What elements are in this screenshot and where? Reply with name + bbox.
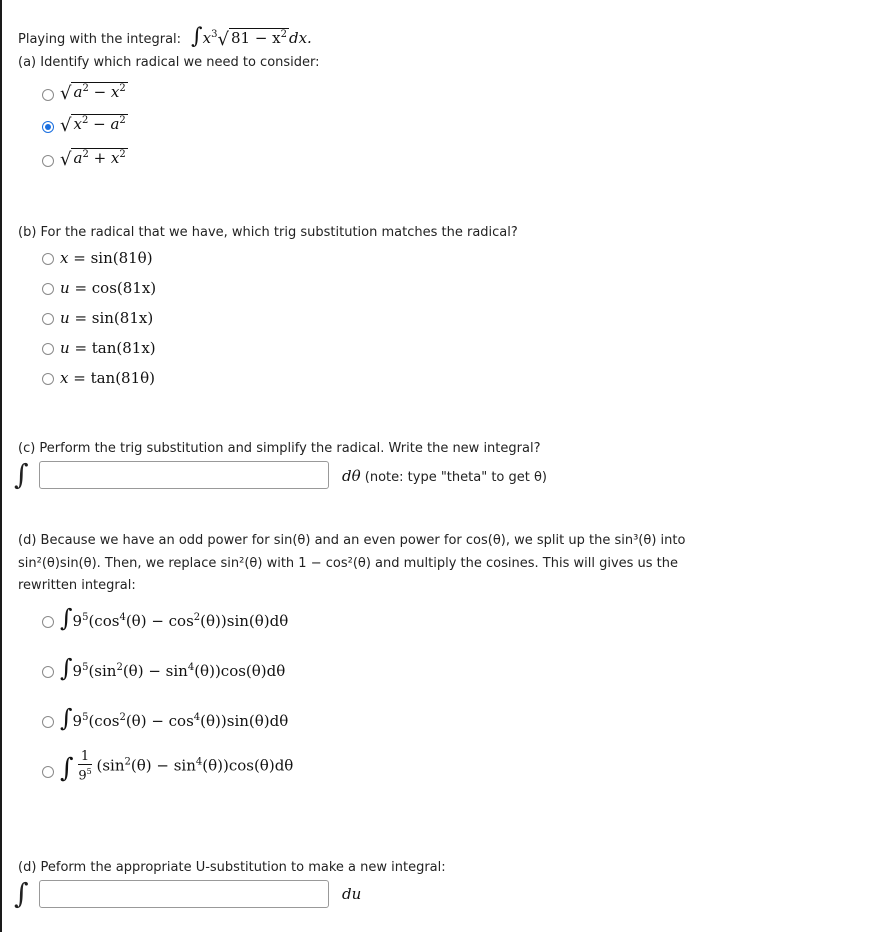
part-d-option-2-radio[interactable]	[42, 666, 54, 678]
part-b-option-2-radio[interactable]	[42, 283, 54, 295]
part-d-line-2: sin²(θ)sin(θ). Then, we replace sin²(θ) with 1 − cos²(θ) and multiply the cosines. This will gives us the	[18, 556, 679, 571]
part-b-option-5-radio[interactable]	[42, 373, 54, 385]
part-d-option-1: $\int 9^5(\cos^4(\theta) - \cos^2(\theta))\sin(\theta)d\theta$	[60, 604, 289, 632]
part-c-note: (note: type "theta" to get θ)	[364, 470, 548, 485]
d-theta-label: dθ	[342, 467, 361, 485]
part-e-question: (d) Peform the appropriate U-substitution to make a new integral:	[18, 860, 446, 875]
part-a-option-1-radio[interactable]	[42, 89, 54, 101]
part-a-option-3-radio[interactable]	[42, 155, 54, 167]
part-b-option-1: x = sin(81θ)	[60, 249, 153, 267]
intro-text: Playing with the integral:	[18, 32, 182, 47]
part-c-answer-input[interactable]	[39, 461, 329, 489]
part-b-question: (b) For the radical that we have, which trig substitution matches the radical?	[18, 225, 518, 240]
part-b-option-4-radio[interactable]	[42, 343, 54, 355]
part-b-option-2: u = cos(81x)	[60, 279, 157, 297]
part-d-line-1: (d) Because we have an odd power for sin(θ) and an even power for cos(θ), we split up the sin³(θ) into	[18, 533, 686, 548]
du-label: du	[342, 885, 362, 903]
part-d-option-2: $\int 9^5(\sin^2(\theta) - \sin^4(\theta))\cos(\theta)d\theta$	[60, 654, 286, 682]
part-b-option-5: x = tan(81θ)	[60, 369, 156, 387]
part-e-answer-input[interactable]	[39, 880, 329, 908]
part-d-option-4: ∫ $\frac{1}{9^5}$ $(\sin^2(\theta) - \sin^4(\theta))\cos(\theta)d\theta$	[60, 749, 294, 784]
part-b-option-3-radio[interactable]	[42, 313, 54, 325]
part-c-question: (c) Perform the trig substitution and simplify the radical. Write the new integral?	[18, 441, 541, 456]
part-a-option-2: √ $x^2 - a^2$	[60, 115, 126, 136]
part-d-option-3: $\int 9^5(\cos^2(\theta) - \cos^4(\theta))\sin(\theta)d\theta$	[60, 704, 289, 732]
integral-sign-icon: ∫	[14, 458, 29, 491]
part-a-option-1: √ $a^2 - x^2$	[60, 83, 126, 104]
part-b-option-3: u = sin(81x)	[60, 309, 154, 327]
part-b-option-4: u = tan(81x)	[60, 339, 156, 357]
part-a-question: (a) Identify which radical we need to consider:	[18, 55, 320, 70]
part-d-option-4-radio[interactable]	[42, 766, 54, 778]
intro-integral: $\int x^3√$ $81 - x^2$ dx.	[191, 24, 312, 50]
part-d-option-3-radio[interactable]	[42, 716, 54, 728]
intro-prompt	[18, 24, 312, 50]
integral-sign-icon-2: ∫	[14, 877, 29, 910]
part-c-suffix	[342, 467, 547, 485]
part-a-option-2-radio[interactable]	[42, 121, 54, 133]
part-b-option-1-radio[interactable]	[42, 253, 54, 265]
part-d-option-1-radio[interactable]	[42, 616, 54, 628]
part-d-line-3: rewritten integral:	[18, 578, 136, 593]
part-a-option-3: √ $a^2 + x^2$	[60, 149, 126, 170]
